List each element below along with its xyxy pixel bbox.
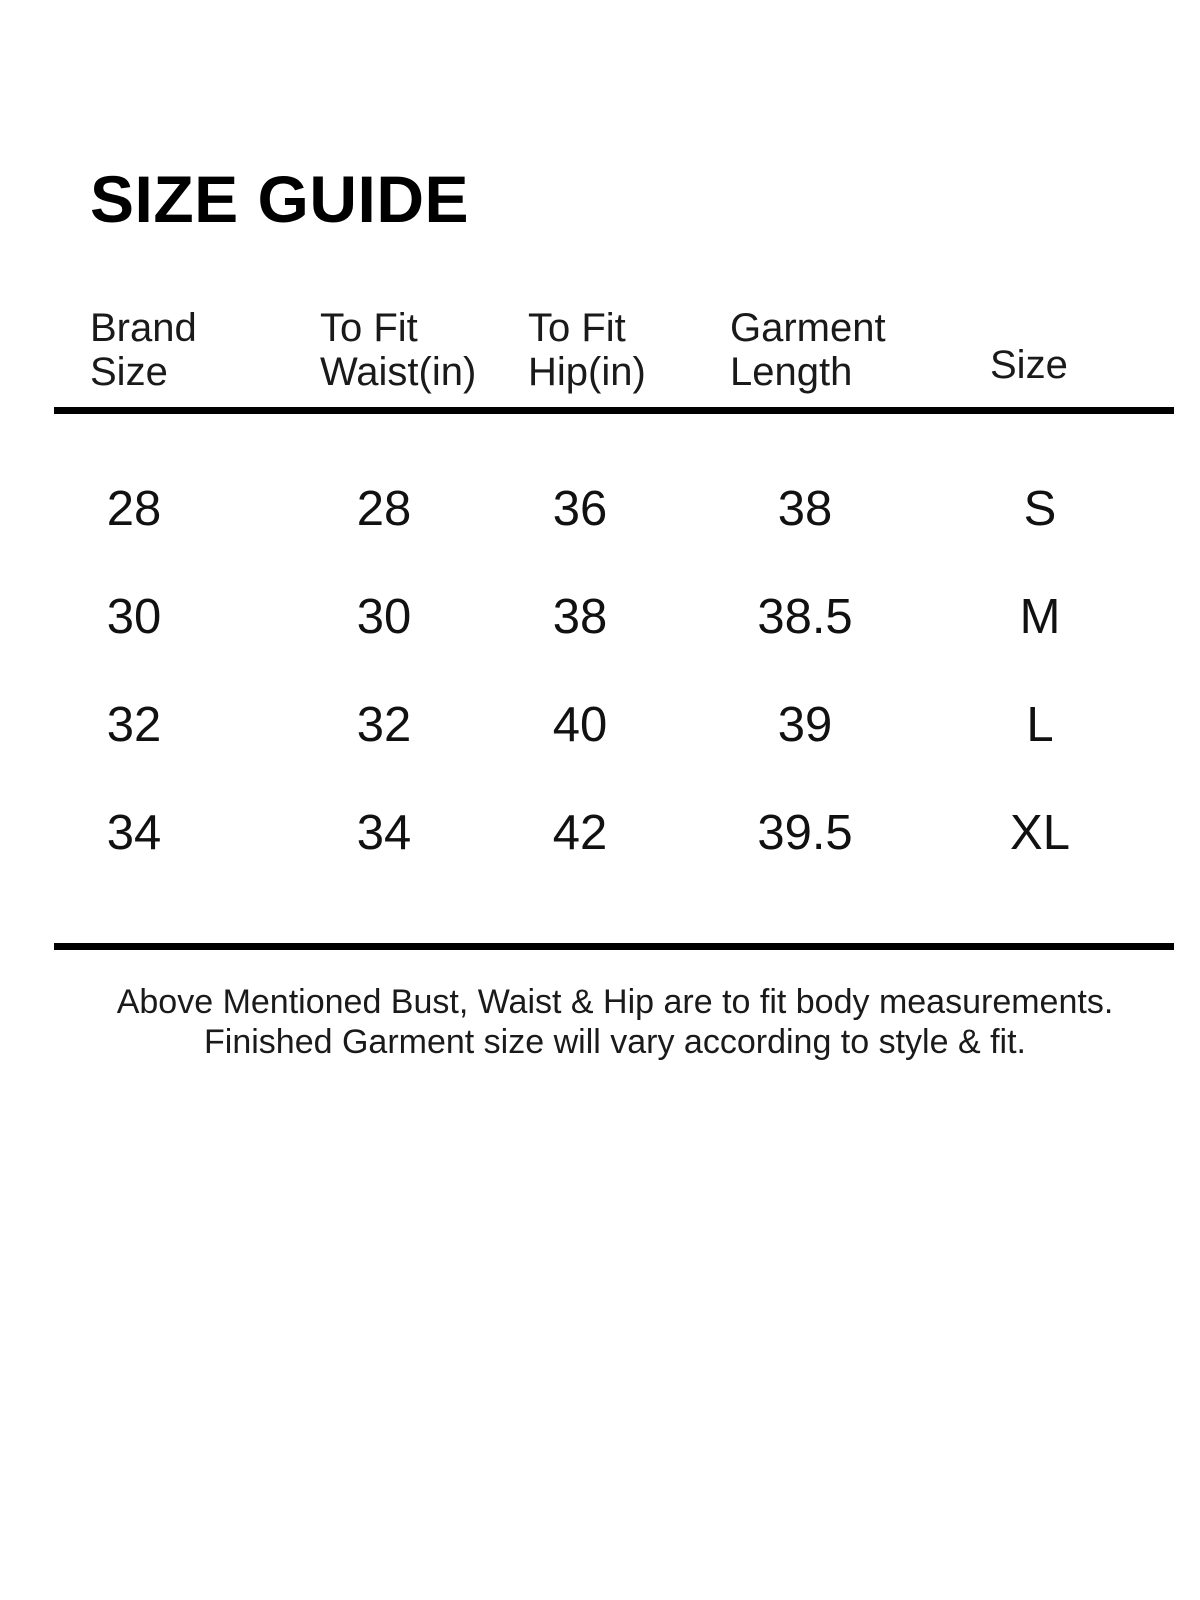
cell-size: S	[1023, 482, 1057, 536]
cell-brand-size: 34	[106, 806, 162, 860]
footnote-line-1: Above Mentioned Bust, Waist & Hip are to fit body measurements.	[116, 983, 1114, 1021]
cell-garment-length: 38.5	[757, 590, 853, 644]
cell-hip: 42	[552, 806, 608, 860]
cell-brand-size: 28	[106, 482, 162, 536]
cell-size: XL	[1010, 806, 1070, 860]
header-to-fit-hip: To Fit Hip(in)	[528, 306, 646, 394]
table-bottom-divider	[54, 943, 1174, 950]
cell-brand-size: 32	[106, 698, 162, 752]
cell-brand-size: 30	[106, 590, 162, 644]
cell-waist: 30	[356, 590, 412, 644]
cell-garment-length: 39.5	[757, 806, 853, 860]
cell-hip: 36	[552, 482, 608, 536]
cell-garment-length: 39	[777, 698, 833, 752]
cell-waist: 28	[356, 482, 412, 536]
header-to-fit-waist: To Fit Waist(in)	[320, 306, 477, 394]
cell-hip: 38	[552, 590, 608, 644]
cell-waist: 34	[356, 806, 412, 860]
header-brand-size: Brand Size	[90, 306, 197, 394]
cell-garment-length: 38	[777, 482, 833, 536]
cell-hip: 40	[552, 698, 608, 752]
page-title: SIZE GUIDE	[90, 162, 470, 236]
header-size: Size	[990, 343, 1068, 387]
cell-size: L	[1026, 698, 1054, 752]
footnote	[0, 982, 1200, 1062]
footnote-line-2: Finished Garment size will vary according to style & fit.	[204, 1023, 1026, 1061]
cell-size: M	[1019, 590, 1061, 644]
cell-waist: 32	[356, 698, 412, 752]
header-garment-length: Garment Length	[730, 306, 886, 394]
header-divider	[54, 407, 1174, 414]
